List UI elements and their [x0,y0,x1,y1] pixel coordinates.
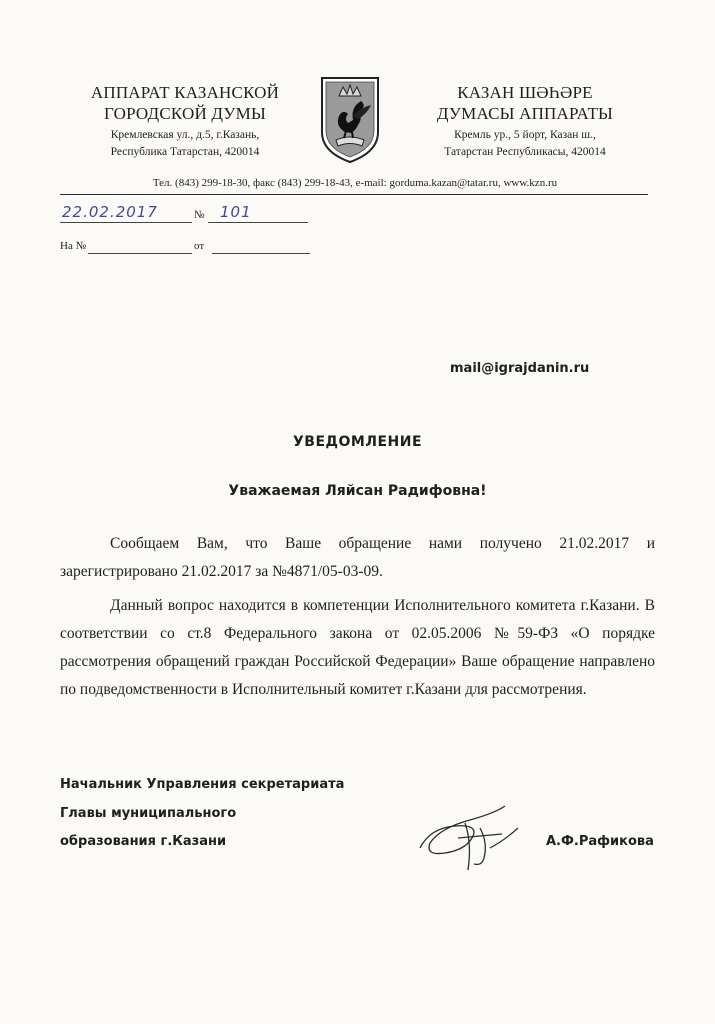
header-left-block [60,82,310,161]
number-underline [208,222,308,223]
document-title: УВЕДОМЛЕНИЕ [292,434,423,450]
ref-number-label: На № [60,240,87,252]
org-name-tt-line2: ДУМАСЫ АППАРАТЫ [436,104,614,123]
address-tt-line1: Кремль ур., 5 йорт, Казан ш., [454,129,596,141]
signatory-position-line1: Начальник Управления секретариата [60,777,345,792]
outgoing-number: 101 [220,203,252,221]
address-tt [405,127,645,161]
date-underline [60,222,192,223]
address-ru [60,127,310,161]
kazan-coat-of-arms-icon [318,74,382,164]
address-ru-line1: Кремлевская ул., д.5, г.Казань, [110,129,260,141]
address-tt-line2: Татарстан Республикасы, 420014 [444,146,606,158]
signatory-position-line3: образования г.Казани [60,834,227,849]
org-name-ru-line2: ГОРОДСКОЙ ДУМЫ [103,104,266,123]
ref-from-underline [212,253,310,254]
header-divider [60,194,648,195]
paragraph-1: Сообщаем Вам, что Ваше обращение нами получено 21.02.2017 и зарегистрировано 21.02.2017 за №4871/05-03-09. [60,535,655,580]
ref-from-label: от [194,240,205,252]
ref-number-underline [88,253,192,254]
signatory-name: А.Ф.Рафикова [546,834,654,849]
handwritten-signature-icon [410,798,530,878]
header-right-block [405,82,645,161]
recipient-email: mail@igrajdanin.ru [450,361,590,376]
contacts-line: Тел. (843) 299-18-30, факс (843) 299-18-43, e-mail: gorduma.kazan@tatar.ru, www.kzn.ru [152,177,558,189]
signatory-position-line2: Главы муниципального [60,806,237,821]
outgoing-date: 22.02.2017 [62,203,158,221]
number-label: № [194,209,205,221]
address-ru-line2: Республика Татарстан, 420014 [110,146,260,158]
greeting: Уважаемая Ляйсан Радифовна! [228,483,487,499]
paragraph-2: Данный вопрос находится в компетенции Исполнительного комитета г.Казани. В соответствии со ст.8 Федерального закона от 02.05.2006 №59-ФЗ «О порядке рассмотрения обращений граждан Российской Федерации» Ваше обращение направлено по подведомственности в Исполнительный комитет г.Казани для рассмотрения. [60,597,655,698]
org-name-ru-line1: АППАРАТ КАЗАНСКОЙ [90,83,280,102]
org-name-tt-line1: КАЗАН ШӘҺӘРЕ [457,83,593,102]
